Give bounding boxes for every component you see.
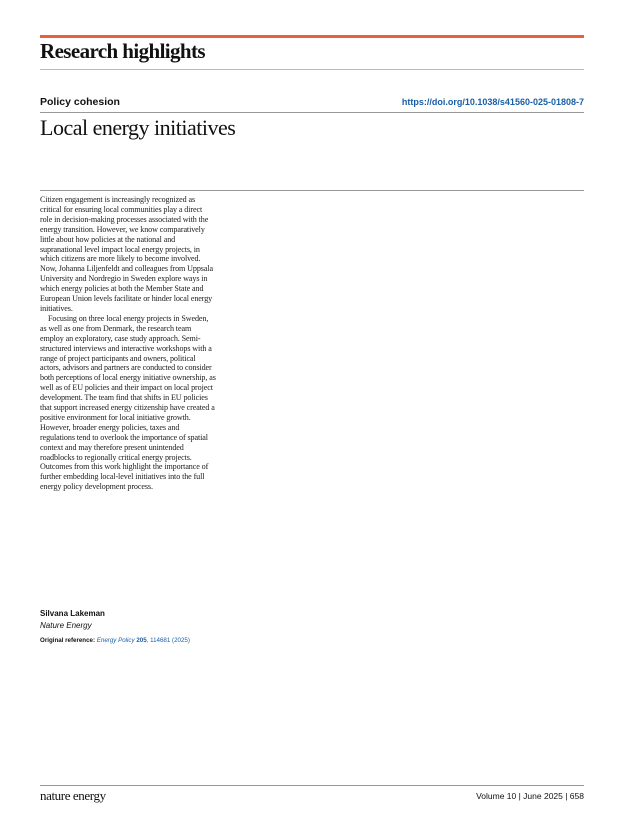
issue-info: Volume 10 | June 2025 | 658 xyxy=(476,791,584,801)
title-divider xyxy=(40,112,584,113)
author-name: Silvana Lakeman xyxy=(40,609,105,618)
body-divider xyxy=(40,190,584,191)
reference-detail[interactable]: , 114681 (2025) xyxy=(146,637,190,644)
doi-link[interactable]: https://doi.org/10.1038/s41560-025-01808-7 xyxy=(401,97,584,107)
reference-label: Original reference: xyxy=(40,637,96,644)
original-reference xyxy=(40,637,190,644)
article-body xyxy=(40,195,216,492)
author-affiliation: Nature Energy xyxy=(40,621,92,630)
section-header: Research highlights xyxy=(40,39,205,63)
body-paragraph: Citizen engagement is increasingly recognized as critical for ensuring local communities play a direct role in decision-making processes associated with the energy transition. However, we know comparatively little about how policies at the national and supranational level impact local energy projects, in which citizens are more likely to become involved. Now, Johanna Liljenfeldt and colleagues from Uppsala University and Nordregio in Sweden explore ways in which energy policies at both the Member State and European Union levels facilitate or hinder local energy initiatives. xyxy=(40,195,213,313)
journal-logo: nature energy xyxy=(40,788,106,803)
article-category: Policy cohesion xyxy=(40,96,120,108)
footer-divider xyxy=(40,785,584,786)
reference-volume[interactable]: 205 xyxy=(136,637,147,644)
reference-journal-link[interactable]: Energy Policy xyxy=(96,637,135,644)
header-divider xyxy=(40,69,584,70)
accent-top-rule xyxy=(40,35,584,38)
article-title: Local energy initiatives xyxy=(40,115,236,140)
body-paragraph: Focusing on three local energy projects in Sweden, as well as one from Denmark, the research team employ an exploratory, case study approach. Semi-structured interviews and interactive workshops with a range of project participants and owners, political actors, advisors and partners are conducted to consider both perceptions of local energy initiative ownership, as well as of EU policies and their impact on local project development. The team find that shifts in EU policies that support increased energy citizenship have created a positive environment for local initiative growth. However, broader energy policies, taxes and regulations tend to overlook the importance of spatial context and may therefore present unintended roadblocks to regionally critical energy projects. Outcomes from this work highlight the importance of further embedding local-level initiatives into the full energy policy development process. xyxy=(40,313,216,492)
